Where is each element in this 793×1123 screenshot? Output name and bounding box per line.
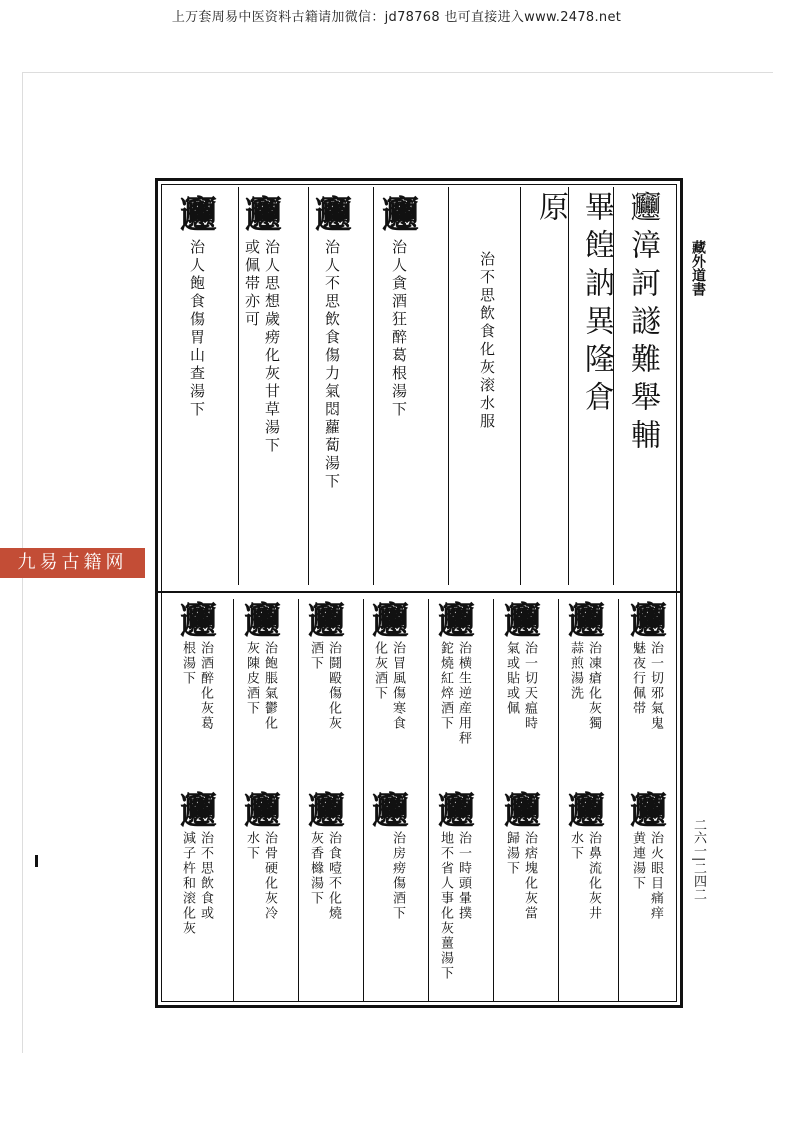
talisman-glyph: 𰻞: [625, 601, 667, 637]
talisman-glyph: 𰻞: [367, 791, 409, 827]
column-rule: [520, 187, 521, 585]
talisman-glyph: 𰻞: [239, 601, 281, 637]
entry-text: 治飽脹氣鬱化: [262, 641, 277, 731]
entry-text: 治鼻流化灰井: [586, 831, 601, 921]
column-rule: [428, 599, 429, 1001]
entry-subtext: 酒下: [308, 641, 323, 671]
talisman-glyph: 𰻞: [240, 195, 282, 231]
column-rule: [238, 187, 239, 585]
entry-subtext: 減子杵和滚化灰: [180, 831, 195, 936]
entry-subtext: 蒜煎湯洗: [568, 641, 583, 701]
talisman-glyph: 𰻞: [433, 601, 475, 637]
column-rule: [613, 187, 614, 585]
entry-text: 治一時頭暈撲: [456, 831, 471, 921]
entry-text: 治骨硬化灰冷: [262, 831, 277, 921]
entry-subtext: 魅夜行佩帯: [630, 641, 645, 716]
entry-text: 治人思想歲痨化灰甘草湯下: [263, 239, 281, 455]
entry-subtext: 灰陳皮酒下: [244, 641, 259, 716]
title-yuan: 原: [533, 191, 568, 229]
entry-text: 治人不思飲食傷力氣悶蘿蔔湯下: [323, 239, 341, 491]
entry-text: 治人飽食傷胃山查湯下: [188, 239, 206, 419]
watermark-stamp: 九易古籍网: [0, 548, 145, 578]
entry-subtext: 歸湯下: [504, 831, 519, 876]
entry-text: 治不思飲食或: [198, 831, 213, 921]
column-rule: [448, 187, 449, 585]
entry-subtext: 水下: [568, 831, 583, 861]
entry-subtext: 鉈燒紅焠酒下: [438, 641, 453, 731]
column-rule: [618, 599, 619, 1001]
talisman-glyph: 𰻞: [175, 195, 217, 231]
column-rule: [568, 187, 569, 585]
talisman-glyph: 𰻞: [499, 791, 541, 827]
entry-subtext: 灰香櫞湯下: [308, 831, 323, 906]
top-banner: 上万套周易中医资料古籍请加微信：jd78768 也可直接进入www.2478.net: [171, 10, 622, 25]
entry-text: 治房痨傷酒下: [390, 831, 405, 921]
entry-text: 治鬪毆傷化灰: [326, 641, 341, 731]
talisman-glyph: 𰻞: [625, 791, 667, 827]
desc-col: 治不思飲食化灰滚水服: [478, 251, 496, 431]
column-rule: [558, 599, 559, 1001]
entry-text: 治痞塊化灰當: [522, 831, 537, 921]
talisman-glyph: 𰻞: [303, 601, 345, 637]
talisman-glyph: 𰻞: [563, 791, 605, 827]
book-title-margin: 藏外道書: [690, 240, 706, 296]
talisman-name-col-2: 畢餭訥異隆倉: [579, 191, 614, 419]
page-number: 二六一|二四二: [691, 818, 706, 901]
entry-text: 治一切邪氣鬼: [648, 641, 663, 731]
entry-text: 治食噎不化燒: [326, 831, 341, 921]
entry-text: 治火眼目痛痒: [648, 831, 663, 921]
talisman-glyph: 𰻞: [377, 195, 419, 231]
column-rule: [373, 187, 374, 585]
column-rule: [308, 187, 309, 585]
column-rule: [298, 599, 299, 1001]
entry-text: 治冒風傷寒食: [390, 641, 405, 731]
entry-subtext: 水下: [244, 831, 259, 861]
section-divider: [158, 591, 680, 593]
talisman-glyph: 𰻞: [175, 601, 217, 637]
entry-text: 治人貪酒狂醉葛根湯下: [390, 239, 408, 419]
margin-mark: [35, 855, 38, 867]
talisman-glyph: 𰻞: [239, 791, 281, 827]
entry-subtext: 根湯下: [180, 641, 195, 686]
entry-subtext: 化灰酒下: [372, 641, 387, 701]
talisman-name-col-1: 𰻞漳訶譢難舉輔: [625, 191, 660, 457]
entry-text: 治横生逆産用秤: [456, 641, 471, 746]
entry-subtext: 氣或貼或佩: [504, 641, 519, 716]
talisman-glyph: 𰻞: [303, 791, 345, 827]
talisman-glyph: 𰻞: [433, 791, 475, 827]
entry-text: 治凍瘡化灰獨: [586, 641, 601, 731]
entry-subtext: 或佩帯亦可: [243, 239, 261, 329]
entry-text: 治酒醉化灰葛: [198, 641, 213, 731]
talisman-glyph: 𰻞: [563, 601, 605, 637]
talisman-glyph: 𰻞: [499, 601, 541, 637]
talisman-glyph: 𰻞: [310, 195, 352, 231]
column-rule: [233, 599, 234, 1001]
talisman-glyph: 𰻞: [175, 791, 217, 827]
entry-subtext: 黄連湯下: [630, 831, 645, 891]
talisman-table: [155, 178, 683, 1008]
talisman-glyph: 𰻞: [367, 601, 409, 637]
column-rule: [363, 599, 364, 1001]
column-rule: [493, 599, 494, 1001]
entry-text: 治一切天瘟時: [522, 641, 537, 731]
entry-subtext: 地不省人事化灰薑湯下: [438, 831, 453, 981]
